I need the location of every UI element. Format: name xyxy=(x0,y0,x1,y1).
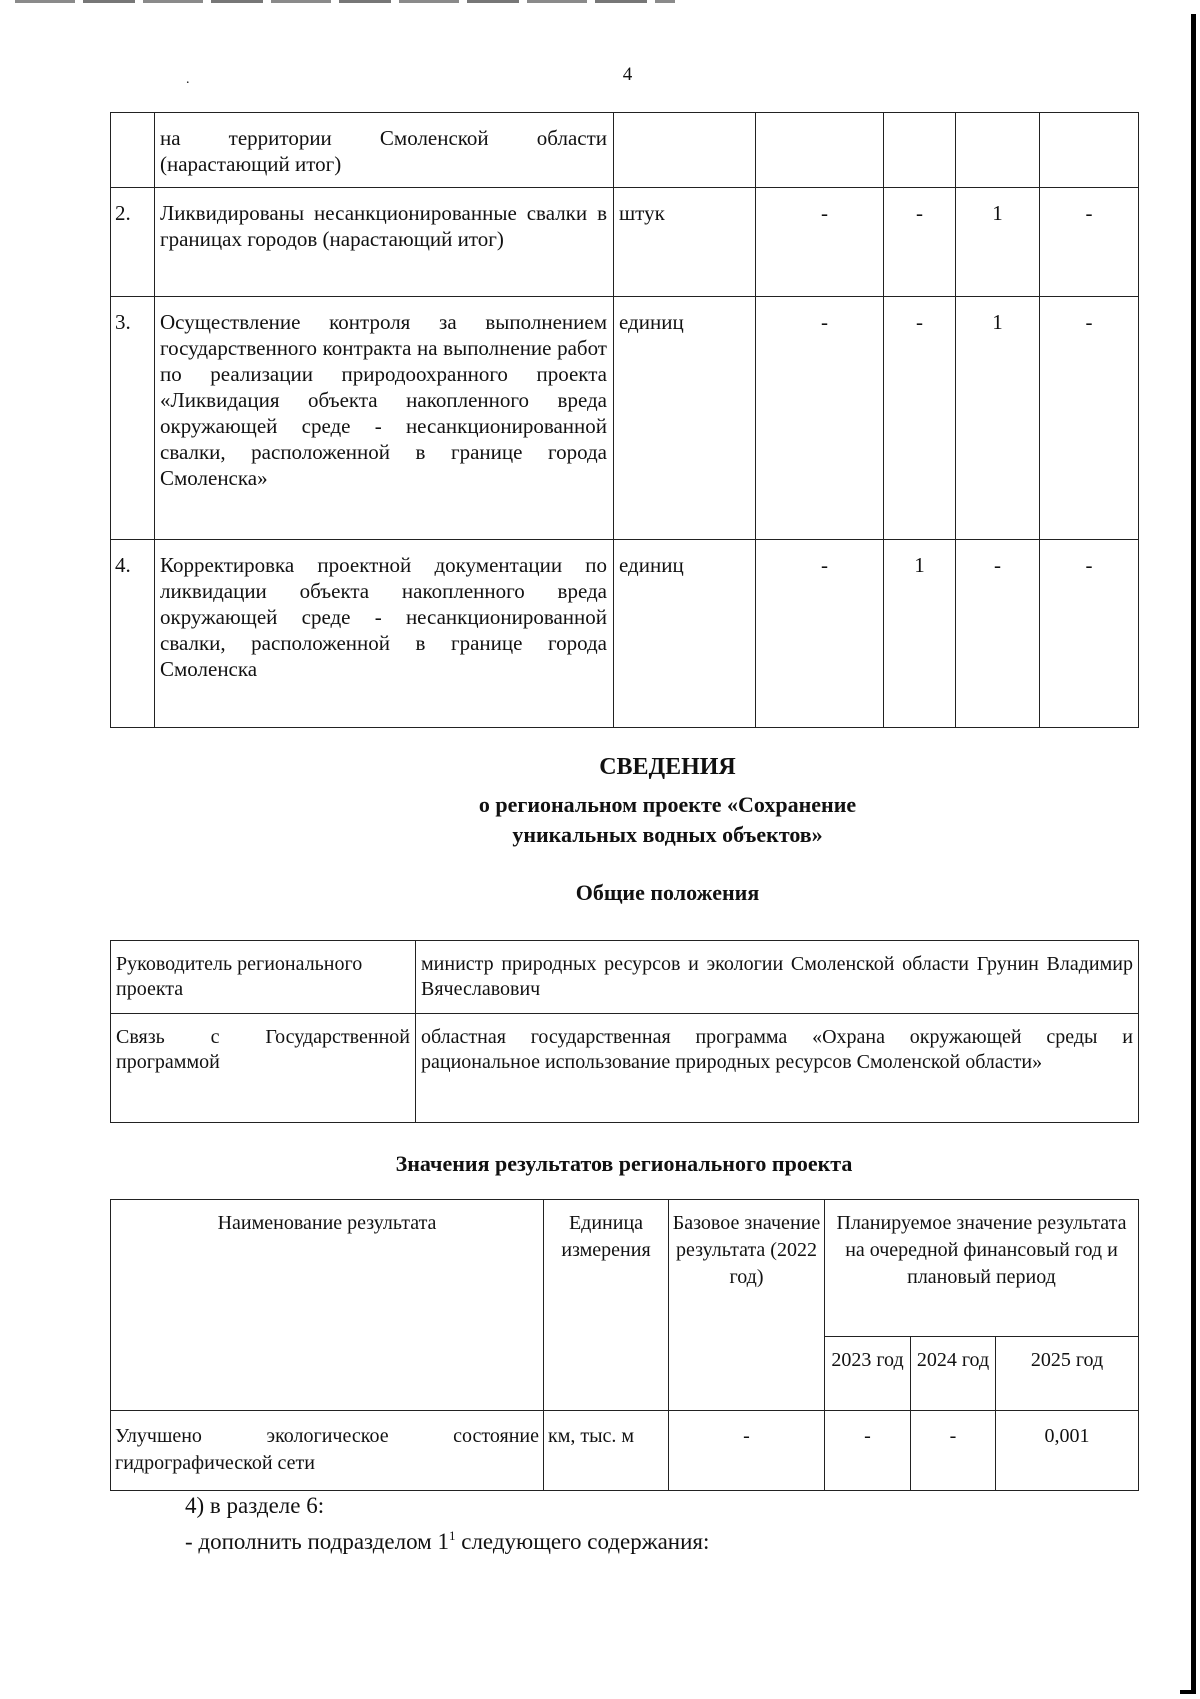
row-value-2 xyxy=(884,113,956,188)
scan-artifact-top xyxy=(15,0,675,3)
row-unit: штук xyxy=(614,188,756,297)
amendment-instruction xyxy=(185,1528,709,1555)
amendment-superscript: 1 xyxy=(448,1528,456,1543)
row-text: Ликвидированы несанкционированные свалки в границах городов (нарастающий итог) xyxy=(155,188,614,297)
results-table xyxy=(110,1199,1139,1491)
result-2025: 0,001 xyxy=(996,1411,1139,1491)
section-subtitle-line1: о региональном проекте «Сохранение xyxy=(478,792,857,817)
row-value-4: - xyxy=(1040,540,1139,728)
stray-dot: . xyxy=(186,72,190,87)
row-unit: единиц xyxy=(614,297,756,540)
row-value-2: - xyxy=(884,297,956,540)
header-planned: Планируемое значение результата на очередной финансовый год и плановый период xyxy=(825,1200,1139,1337)
row-text: Корректировка проектной документации по ликвидации объекта накопленного вреда окружающей среде - несанкционированной свалки, расположенной в границе города Смоленска xyxy=(155,540,614,728)
scan-edge-bar xyxy=(1191,14,1196,1694)
indicators-table xyxy=(110,112,1139,728)
row-number: 4. xyxy=(111,540,155,728)
amendment-text-pre: - дополнить подразделом 1 xyxy=(185,1529,449,1554)
header-base: Базовое значение результата (2022 год) xyxy=(669,1200,825,1411)
row-value-1: - xyxy=(756,188,884,297)
general-label: Руководитель регионального проекта xyxy=(111,941,416,1014)
header-name: Наименование результата xyxy=(111,1200,544,1411)
page-number: 4 xyxy=(622,64,633,85)
table-row xyxy=(111,297,1139,540)
row-unit xyxy=(614,113,756,188)
table-row xyxy=(111,1014,1139,1123)
row-value-2: - xyxy=(884,188,956,297)
row-text: на территории Смоленской области (нарастающий итог) xyxy=(155,113,614,188)
row-value-3: 1 xyxy=(956,188,1040,297)
row-unit: единиц xyxy=(614,540,756,728)
row-number xyxy=(111,113,155,188)
header-2025: 2025 год xyxy=(996,1337,1139,1411)
result-name: Улучшено экологическое состояние гидрографической сети xyxy=(111,1411,544,1491)
header-unit: Единица измерения xyxy=(544,1200,669,1411)
section-title: СВЕДЕНИЯ xyxy=(599,754,736,780)
general-value: областная государственная программа «Охрана окружающей среды и рациональное использование природных ресурсов Смоленской области» xyxy=(416,1014,1139,1123)
amendment-item: 4) в разделе 6: xyxy=(185,1493,325,1518)
row-value-3: 1 xyxy=(956,297,1040,540)
amendment-text-post: следующего содержания: xyxy=(455,1529,710,1554)
row-value-2: 1 xyxy=(884,540,956,728)
table-row xyxy=(111,1411,1139,1491)
table-row xyxy=(111,188,1139,297)
row-value-3 xyxy=(956,113,1040,188)
header-2023: 2023 год xyxy=(825,1337,911,1411)
table-row xyxy=(111,540,1139,728)
results-heading: Значения результатов регионального проекта xyxy=(395,1151,853,1176)
table-row xyxy=(111,941,1139,1014)
result-unit: км, тыс. м xyxy=(544,1411,669,1491)
general-label: Связь с Государственной программой xyxy=(111,1014,416,1123)
row-text: Осуществление контроля за выполнением государственного контракта на выполнение работ по реализации природоохранного проекта «Ликвидация объекта накопленного вреда окружающей среде - несанкционированной свалки, расположенной в границе города Смоленска» xyxy=(155,297,614,540)
row-value-3: - xyxy=(956,540,1040,728)
general-value: министр природных ресурсов и экологии Смоленской области Грунин Владимир Вячеславович xyxy=(416,941,1139,1014)
header-row xyxy=(111,1200,1139,1337)
row-value-1 xyxy=(756,113,884,188)
row-value-4 xyxy=(1040,113,1139,188)
result-base: - xyxy=(669,1411,825,1491)
row-value-1: - xyxy=(756,297,884,540)
row-number: 3. xyxy=(111,297,155,540)
header-2024: 2024 год xyxy=(911,1337,996,1411)
section-subtitle-line2: уникальных водных объектов» xyxy=(512,822,823,847)
row-value-4: - xyxy=(1040,188,1139,297)
table-row xyxy=(111,113,1139,188)
general-table xyxy=(110,940,1139,1123)
result-2023: - xyxy=(825,1411,911,1491)
row-value-1: - xyxy=(756,540,884,728)
result-2024: - xyxy=(911,1411,996,1491)
general-heading: Общие положения xyxy=(575,880,760,905)
scan-edge-foot xyxy=(1180,1690,1196,1694)
row-number: 2. xyxy=(111,188,155,297)
section-subtitle xyxy=(0,790,1200,850)
row-value-4: - xyxy=(1040,297,1139,540)
